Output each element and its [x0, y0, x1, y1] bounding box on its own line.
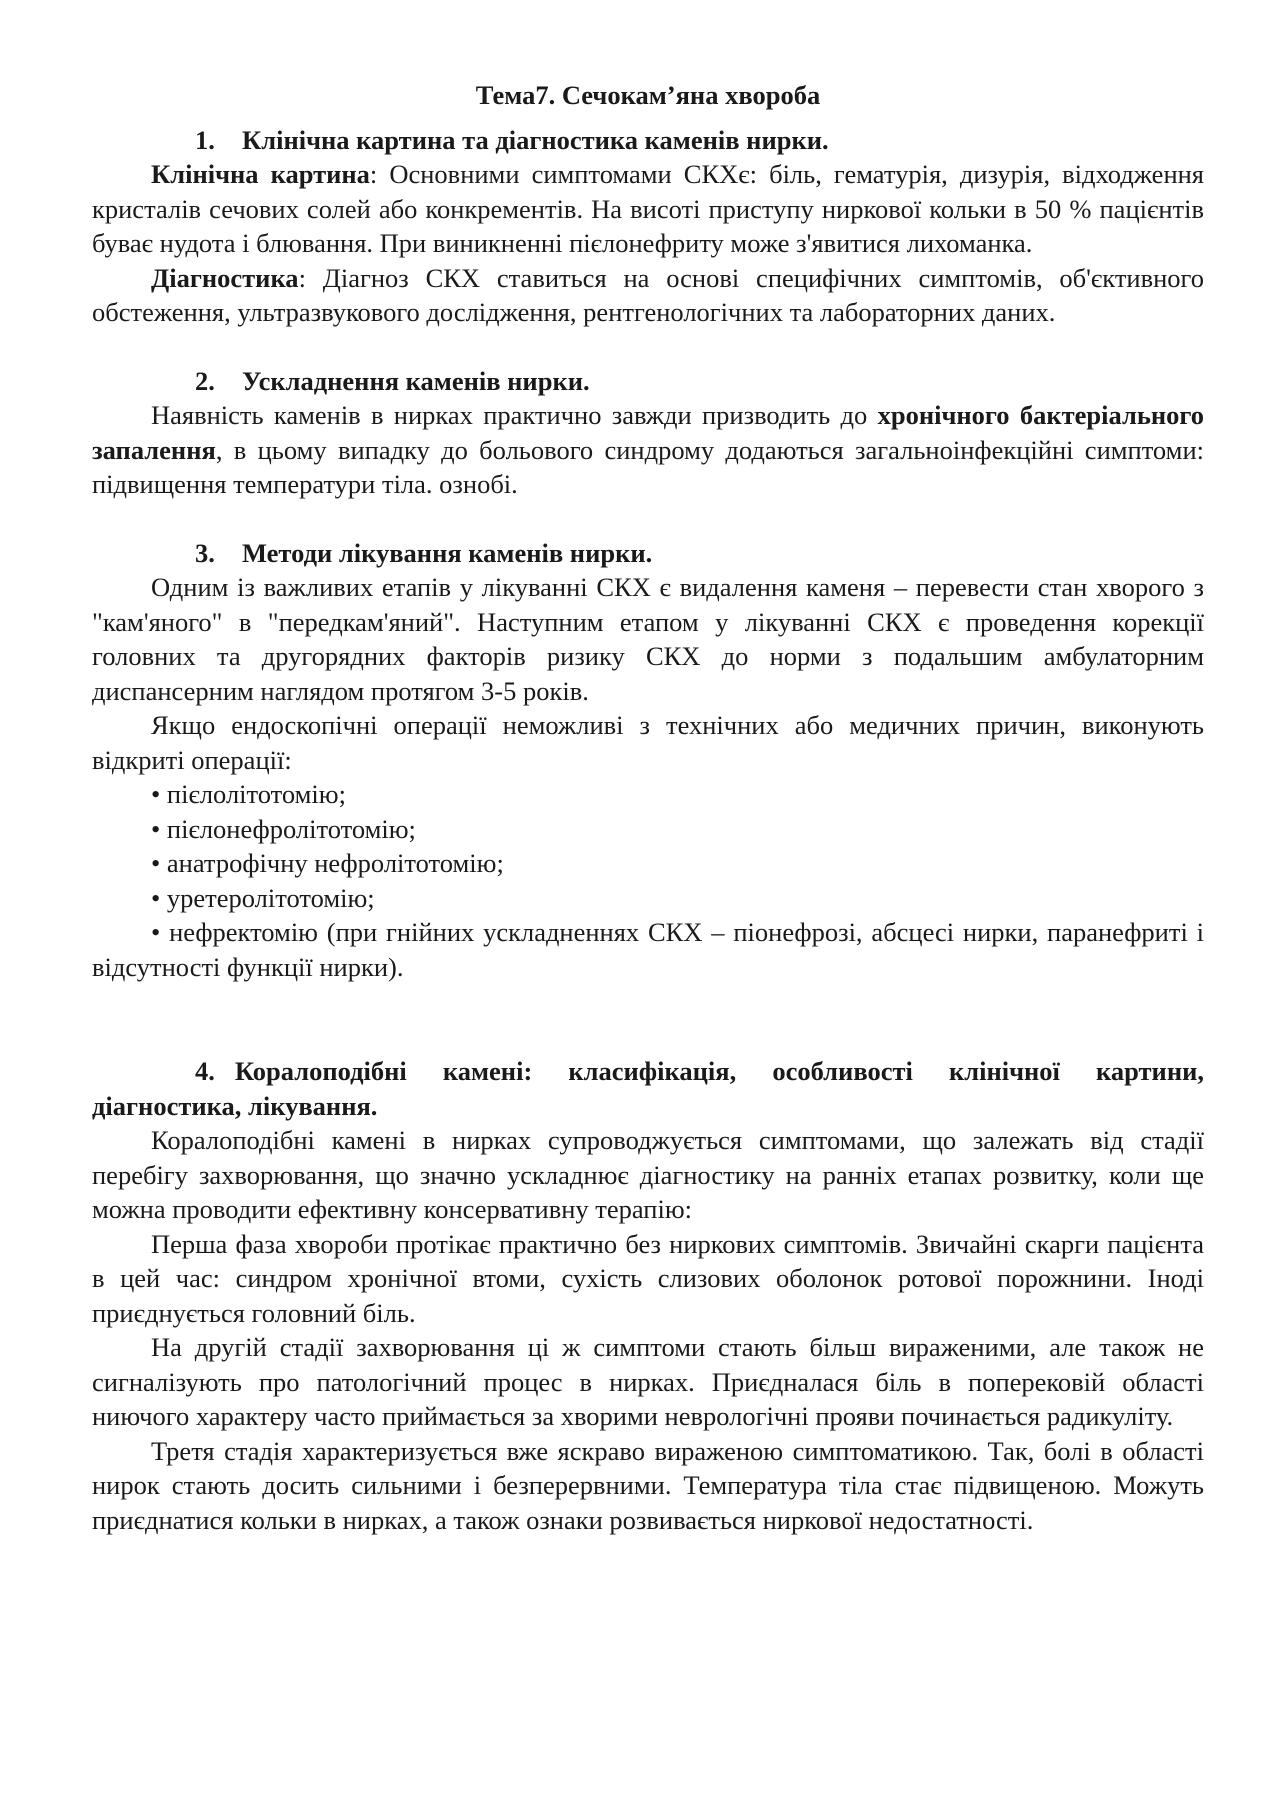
section-1-heading — [92, 123, 1204, 158]
section-1-paragraph-clinical — [92, 157, 1204, 261]
section-4-paragraph-2: Перша фаза хвороби протікає практично без ниркових симптомів. Звичайні скарги пацієнта в цей час: синдром хронічної втоми, сухість слизових оболонок ротової порожнини. Іноді приєднується головний біль. — [92, 1228, 1204, 1328]
section-4-paragraph-3: На другій стадії захворювання ці ж симптоми стають більш вираженими, але також не сигналізують про патологічний процес в нирках. Приєдналася біль в поперековій області ниючого характеру часто приймається за хворими неврологічні прояви починається радикуліту. — [92, 1332, 1204, 1431]
list-item: • уретеролітотомію; — [151, 882, 375, 913]
spacer — [92, 984, 1204, 1054]
section-1-paragraph-diagnostics — [92, 261, 1204, 330]
list-item: • анатрофічну нефролітотомію; — [151, 848, 504, 878]
section-1-heading-text: Клінічна картина та діагностика каменів нирки. — [242, 124, 829, 155]
section-2-number: 2. — [195, 365, 215, 396]
section-4-heading-text: Коралоподібні камені: класифікація, особливості клінічної картини, діагностика, лікування. — [92, 1056, 1204, 1121]
section-2-heading — [92, 364, 1204, 399]
list-item: • пієлолітотомію; — [151, 779, 346, 809]
list-item: • пієлонефролітотомію; — [151, 813, 416, 844]
page-title: Тема7. Сечокам’яна хвороба — [475, 80, 821, 110]
section-4-paragraph-1: Коралоподібні камені в нирках супроводжується симптомами, що залежать від стадії перебігу захворювання, що значно ускладнює діагностику на ранніх етапах розвитку, коли ще можна проводити ефективну консервативну терапію: — [92, 1125, 1204, 1224]
document-page — [92, 72, 1204, 1537]
section-2-text-bold: хронічного бактеріального запалення — [92, 400, 1204, 465]
spacer — [92, 330, 1204, 364]
section-3-heading — [92, 536, 1204, 571]
section-2-heading-text: Ускладнення каменів нирки. — [242, 365, 590, 396]
diagnostics-text: : Діагноз СКХ ставиться на основі специфічних симптомів, об'єктивного обстеження, ультразвукового дослідження, рентгенологічних та лабораторних даних. — [92, 262, 1204, 327]
section-3-paragraph-1: Одним із важливих етапів у лікуванні СКХ є видалення каменя – перевести стан хворого з "кам'яного" в "передкам'яний". Наступним етапом у лікуванні СКХ є проведення корекції головних та другорядних факторів ризику СКХ до норми з подальшим амбулаторним диспансерним наглядом протягом 3-5 років. — [92, 572, 1204, 706]
section-2-paragraph — [92, 398, 1204, 502]
clinical-picture-text: : Основними симптомами СКХє: біль, гематурія, дизурія, відходження кристалів сечових солей або конкрементів. На висоті приступу ниркової кольки в 50 % пацієнтів буває нудота і блювання. При виникненні пієлонефриту може з'явитися лихоманка. — [92, 159, 1204, 258]
clinical-picture-label: Клінічна картина — [151, 159, 370, 189]
section-2-text-after: , в цьому випадку до больового синдрому додаються загальноінфекційні симптоми: підвищення температури тіла. ознобі. — [92, 434, 1204, 499]
section-1-number: 1. — [195, 124, 215, 155]
spacer — [92, 502, 1204, 536]
section-2-text-before: Наявність каменів в нирках практично завжди призводить до — [151, 400, 878, 430]
diagnostics-label: Діагностика — [151, 262, 299, 293]
section-3-number: 3. — [195, 537, 215, 568]
section-4-heading — [92, 1054, 1204, 1123]
section-4-paragraph-4: Третя стадія характеризується вже яскраво вираженою симптоматикою. Так, болі в області нирок стають досить сильними і безперервними. Температура тіла стає підвищеною. Можуть приєднатися кольки в нирках, а також ознаки розвивається ниркової недостатності. — [92, 1435, 1204, 1535]
list-item: • нефректомію (при гнійних ускладненнях СКХ – піонефрозі, абсцесі нирки, паранефриті і відсутності функції нирки). — [92, 917, 1204, 982]
section-4-number: 4. — [195, 1056, 215, 1086]
section-3-heading-text: Методи лікування каменів нирки. — [242, 537, 653, 568]
section-3-paragraph-2: Якщо ендоскопічні операції неможливі з технічних або медичних причин, виконують відкриті операції: — [92, 710, 1204, 775]
